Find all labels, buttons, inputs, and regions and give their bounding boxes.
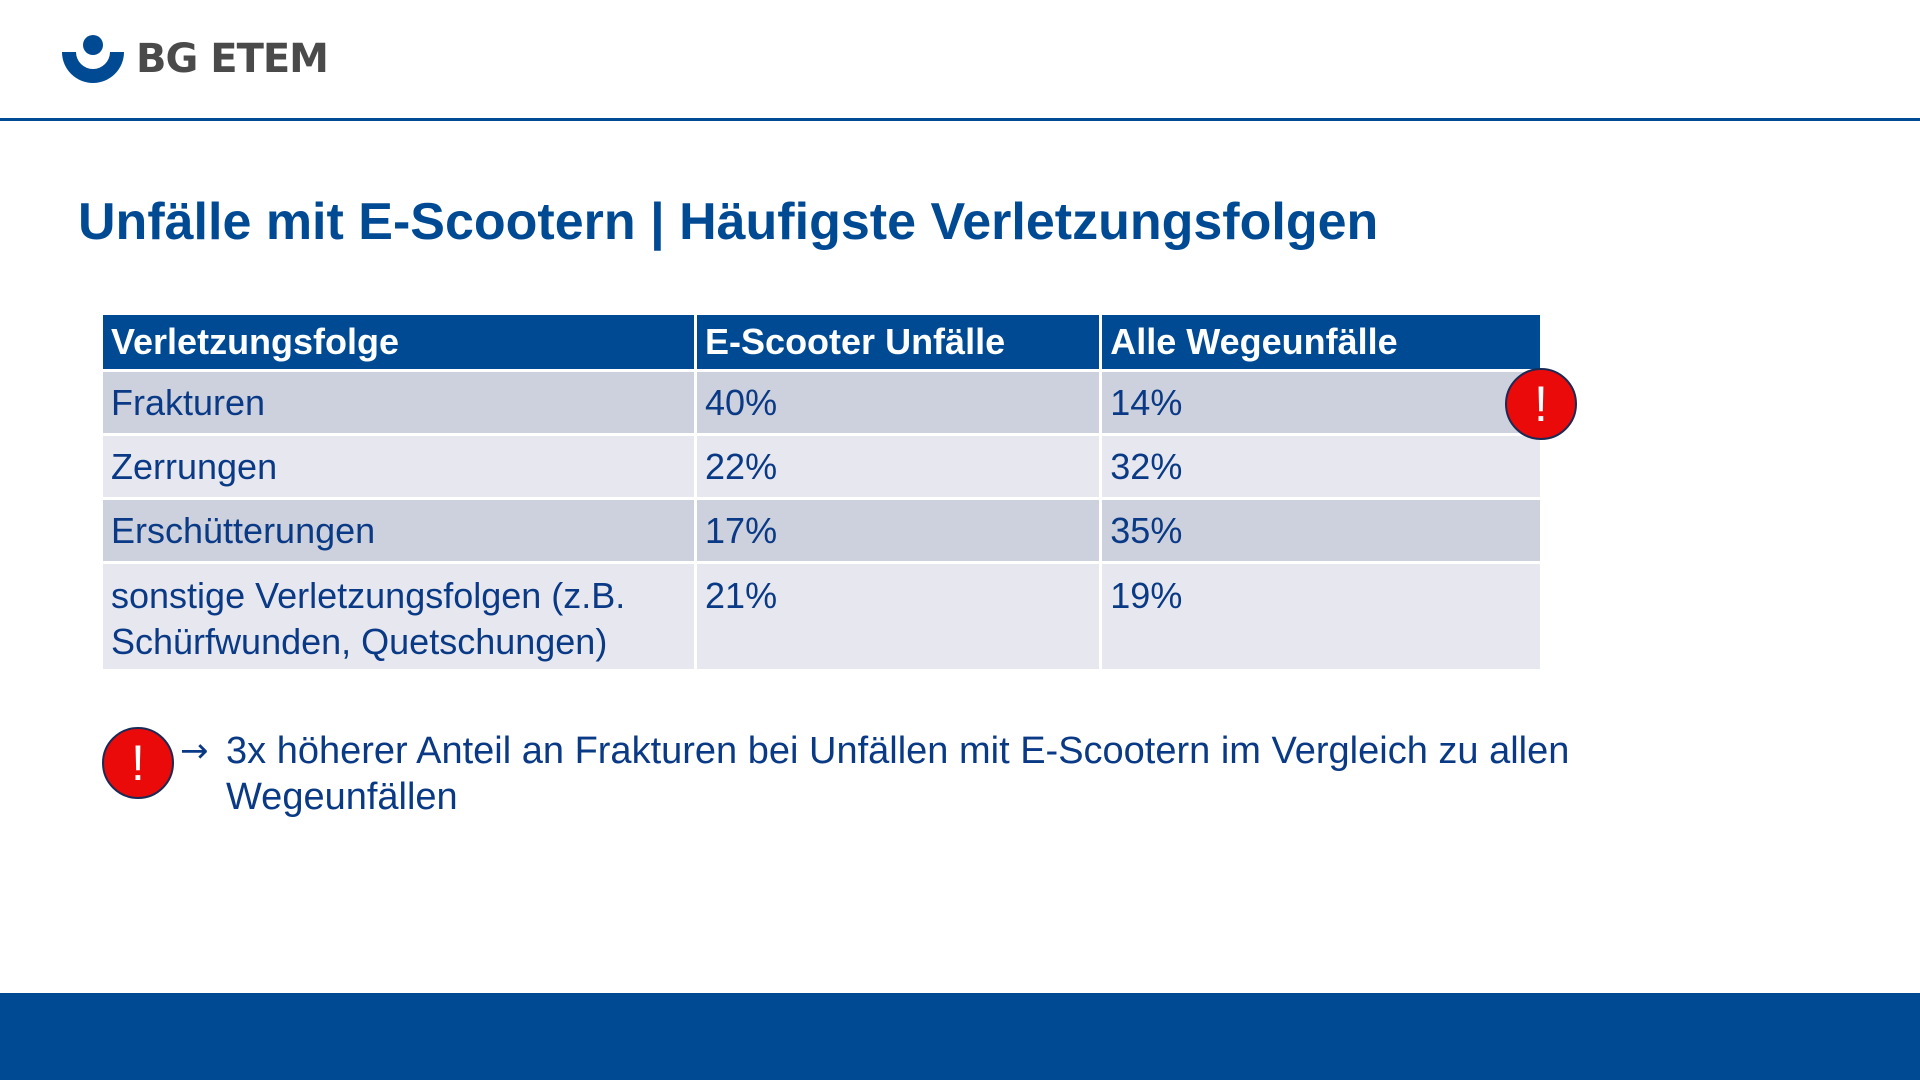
table-cell-injury: Frakturen [102,371,696,435]
table-cell-all-commute: 19% [1101,563,1542,671]
bg-etem-person-icon [60,34,126,84]
footer-band [0,993,1920,1080]
injury-table [100,312,1543,672]
column-header-all-commute: Alle Wegeunfälle [1101,314,1542,371]
table-cell-escooter: 40% [696,371,1101,435]
table-cell-escooter: 22% [696,435,1101,499]
conclusion-note [180,728,1660,820]
table-cell-all-commute: 35% [1101,499,1542,563]
conclusion-text: 3x höherer Anteil an Frakturen bei Unfällen mit E-Scootern im Vergleich zu allen Wegeunfällen [226,730,1570,818]
table-cell-injury: Erschütterungen [102,499,696,563]
table-row [102,371,1542,435]
table-cell-all-commute: 14% [1101,371,1542,435]
table-row [102,499,1542,563]
table-cell-injury: Zerrungen [102,435,696,499]
exclamation-warning-icon: ! [1505,368,1577,440]
table-row [102,435,1542,499]
table-cell-injury: sonstige Verletzungsfolgen (z.B. Schürfwunden, Quetschungen) [102,563,696,671]
table-row [102,563,1542,671]
column-header-escooter: E-Scooter Unfälle [696,314,1101,371]
table-header-row [102,314,1542,371]
column-header-injury: Verletzungsfolge [102,314,696,371]
table-cell-all-commute: 32% [1101,435,1542,499]
logo-text: BG ETEM [136,36,328,82]
table-cell-escooter: 21% [696,563,1101,671]
exclamation-warning-icon: ! [102,727,174,799]
logo [60,34,328,84]
arrow-right-icon: → [180,731,209,771]
header-divider [0,118,1920,121]
page-title: Unfälle mit E-Scootern | Häufigste Verletzungsfolgen [78,193,1379,251]
table-cell-escooter: 17% [696,499,1101,563]
